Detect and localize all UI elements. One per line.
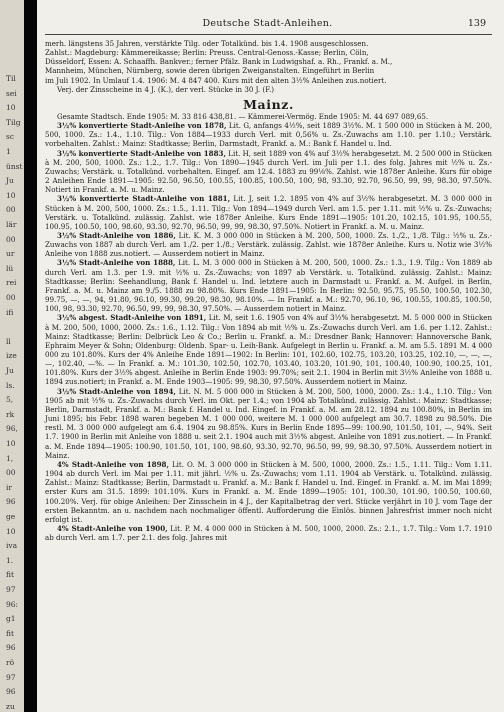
- book-page: [37, 0, 504, 712]
- gutter-fragment: lär: [6, 220, 17, 229]
- loan-paragraph: [45, 313, 492, 386]
- loan-details: Lit. N. M. 5 000 000 in Stücken à M. 200, 500, 1000, 2000. Zs.: 1.4., 1.10. Tilg.: Von 1905 ab mit ½% u. Zs.-Zuwachs durch Verl. im Okt. per 1.4.; von 1904 ab Totalkünd. zulässig. Zahlst.: Mainz: Stadtkasse; Berlin, Darmstadt, Frankf. a. M.: Bank f. Handel u. Ind. Eingef. in Frankf. a. M. am 28.12. 1894 zu 100.80%, in Berlin im Juni 1895; bis Febr. 1898 waren begeben M. 1 000 000, weitere M. 1 000 000 aufgelegt am 30.7. 1898 zu 98.50%. Die restl. M. 3 000 000 aufgelegt am 6.4. 1904 zu 98.85%. Kurs in Berlin Ende 1895—99: 100.90, 101.50, 101, —, 94%. Seit 1.7. 1900 in Berlin mit Anleihe von 1888 u. seit 2.1. 1904 auch mit 3½% abgest. Anleihe von 1891 zus.notiert. — In Frankf. a. M. Ende 1894—1905: 100.90, 101.50, 101, 100, 98.60, 93.30, 92.70, 96.50, 99, 99, 98.30, 97.50%. Ausserdem notiert in Mainz.: [45, 386, 492, 460]
- gutter-fragment: Ju: [6, 366, 14, 375]
- intro-line: im Juli 1902. In Umlauf 1.4. 1906: M. 4 847 400. Kurs mit den alten 3½% Anleihen zus.notiert.: [45, 75, 387, 85]
- gutter-fragment: rk: [6, 409, 15, 419]
- gutter-fragment: 1: [6, 147, 11, 156]
- loan-paragraph: [45, 121, 492, 148]
- gutter-fragment: iva: [6, 541, 18, 551]
- loan-name: 3½% konvertierte Stadt-Anleihe von 1878,: [57, 121, 227, 131]
- loan-name: 3½% konvertierte Stadt-Anleihe von 1881,: [57, 194, 231, 204]
- loan-name: 3½% Stadt-Anleihe von 1894,: [57, 386, 176, 396]
- intro-line: Mannheim, München, Nürnberg, sowie deren übrigen Zweiganstalten. Eingeführt in Berlin: [45, 66, 375, 76]
- loan-paragraphs: [45, 121, 492, 542]
- gutter-fragment: 10: [6, 190, 16, 200]
- loan-paragraph: [45, 231, 492, 258]
- gutter-fragment: 96:: [6, 599, 19, 609]
- gutter-fragment: ifi: [6, 307, 14, 317]
- debt-line: Gesamte Stadtsch. Ende 1905: M. 33 816 438,81. — Kämmerei-Vermög. Ende 1905: M. 44 697 089,65.: [57, 111, 429, 121]
- gutter-fragment: 10: [6, 526, 16, 536]
- loan-name: 4% Stadt-Anleihe von 1900,: [57, 523, 168, 533]
- loan-details: Lit. G, anfangs 4½%, seit 1889 3½%. M. 1 500 000 in Stücken à M. 200, 500, 1000. Zs.: 1.4., 1.10. Tilg.: Von 1884—1933 durch Verl. mit 0,56% u. Zs.-Zuwachs am 1.10. per 1.10.; Verstärk. vorbehalten. Zahlst.: Mainz: Stadtkasse; Berlin, Darmstadt, Frankf. a. M.: Bank f. Handel u. Ind.: [45, 121, 492, 149]
- intro-line: Düsseldorf, Essen: A. Schaaffh. Bankver.; ferner Pfälz. Bank in Ludwigshaf. a. Rh., Frankf. a. M.,: [45, 57, 393, 67]
- loan-details: Lit. K. M. 3 000 000 in Stücken à M. 200, 500, 1000. Zs. 1./2., 1./8. Tilg.: ½% u. Zs.-Zuwachs von 1887 ab durch Verl. am 1./2. per 1./8.; Verstärk. zulässig. Zahlst. wie 1878er Anleihe. Kurs u. Notiz wie 3½% Anleihe von 1888 zus.notiert. — Ausserdem notiert in Mainz.: [45, 230, 492, 259]
- gutter-fragment: 1,: [6, 453, 14, 463]
- gutter-fragment: rö: [6, 658, 15, 667]
- gutter-fragment: ll: [6, 336, 11, 346]
- gutter-fragment: 96: [6, 497, 16, 507]
- gutter-fragment: 10: [6, 439, 16, 448]
- page-body: [45, 39, 492, 542]
- loan-details: Lit. J, seit 1.2. 1895 von 4% auf 3½% herabgesetzt. M. 3 000 000 in Stücken à M. 200, 500, 1000. Zs.: 1.5., 1.11. Tilg.: Von 1894—1949 durch Verl. am 1.5. per 1.11. mit ½% u. Zs.-Zuwachs; Verstärk. u. Totalkünd. zulässig. Zahlst. wie 1878er Anleihe. Kurs Ende 1891—1905: 101.20, 102.15, 101.95, 100.55, 100.95, 100.50, 100, 98.60, 93.30, 92.70, 96.50, 99, 99, 98.30, 97.50%. Notiert in Frankf. a. M. u. Mainz.: [45, 194, 492, 231]
- loan-details: Lit. H, seit 1889 von 4% auf 3½% herabgesetzt. M. 2 500 000 in Stücken à M. 200, 500, 1000. Zs.: 1.2., 1.7. Tilg.: Von 1890—1945 durch Verl. im Juli per 1.1. des folg. Jahres mit ½% u. Zs.-Zuwachs; Verstärk. u. Totalkünd. vorbehalten. Eingef. am 12.4. 1883 zu 99⅛%. Zahlst. wie 1878er Anleihe. Kurs für obige 2 Anleihen Ende 1891—1905: 92.50, 96.50, 100.55, 100.85, 100.50, 100, 98, 93.30, 92.70, 96.50, 99, 99, 98.30, 97.50%. Notiert in Frankf. a. M. u. Mainz.: [45, 148, 492, 195]
- intro-line: merh. längstens 35 Jahren, verstärkte Tilg. oder Totalkünd. bis 1.4. 1908 ausgeschlossen.: [45, 39, 369, 48]
- loan-paragraph: [45, 524, 492, 542]
- gutter-fragment: sei: [6, 88, 17, 98]
- gutter-fragment: 00: [6, 234, 16, 244]
- gutter-fragment: lü: [6, 263, 14, 273]
- loan-details: Lit. M, seit 1.6. 1905 von 4% auf 3½% herabgesetzt. M. 5 000 000 in Stücken à M. 200, 500, 1000, 2000. Zs.: 1.6., 1.12. Tilg.: Von 1894 ab mit ½% u. Zs.-Zuwachs durch Verl. am 1.6. per 1.12. Zahlst.: Mainz: Stadtkasse; Berlin: Delbrück Leo & Co.; Berlin u. Frankf. a. M.: Dresdner Bank; Hannover: Hannoversche Bank, Ephraim Meyer & Sohn; Oldenburg: Oldenb. Spar- u. Leih-Bank. Aufgelegt in Berlin u. Frankf. a. M. am 5.5. 1891 M. 4 000 000 zu 101.80%. Kurs der 4% Anleihe Ende 1891—1902: In Berlin: 101, 102.60, 102.75, 103.20, 103.25, 102.10, —, —, —, —, 102.40, —%. — In Frankf. a. M.: 101.30, 102.50, 102.70, 103.40, 103.20, 101.90, 101, 100.40, 100.90, 100.25, 101, 101.80%. Kurs der 3½% abgest. Anleihe in Berlin Ende 1903: 99.70%; seit 2.1. 1904 in Berlin mit 3½% Anleihe von 1888 u. 1894 zus.notiert; in Frankf. a. M. Ende 1903—1905: 99, 98.30, 97.50%. Ausserdem notiert in Mainz.: [45, 313, 493, 387]
- page-number: 139: [467, 18, 486, 29]
- gutter-fragment: ize: [6, 351, 17, 361]
- gutter-fragment: ur: [6, 249, 15, 259]
- gutter-fragment: Tilg: [6, 117, 21, 127]
- gutter-fragment: 10: [6, 103, 16, 113]
- book-spine: [24, 0, 37, 712]
- loan-name: 3½% Stadt-Anleihe von 1886,: [57, 230, 176, 240]
- gutter-fragment: 00: [6, 205, 16, 215]
- loan-paragraph: [45, 194, 492, 231]
- loan-details: Lit. L. M. 3 000 000 in Stücken à M. 200, 500, 1000. Zs.: 1.3., 1.9. Tilg.: Von 1889 ab durch Verl. am 1.3. per 1.9. mit ½% u. Zs.-Zuwachs; von 1897 ab Verstärk. u. Totalkünd. zulässig. Zahlst.: Mainz: Stadtkasse; Berlin: Seehandlung, Bank f. Handel u. Ind. letztere auch in Darmstadt u. Frankf. a. M. Aufgel. in Berlin, Frankf. a. M. u. Mainz am 9./5. 1888 zu 98.80%. Kurs Ende 1891—1905: In Berlin: 92.50, 95.75, 95.50, 100.50, 102.30, 99.75, —, —, 94, 91.80, 96.10, 99.30, 99.20, 98.30, 98.10%. — In Frankf. a. M.: 92.70, 96.10, 96, 100.55, 100.85, 100.50, 100, 98, 93.30, 92.70, 96.50, 99, 99, 98.30, 97.50%. — Ausserdem notiert in Mainz.: [45, 258, 493, 314]
- gutter-fragment: 96: [6, 687, 16, 697]
- gutter-fragment: g1: [6, 614, 16, 624]
- loan-paragraph: [45, 258, 492, 313]
- gutter-fragment: zu: [6, 701, 15, 711]
- gutter-fragment: 97: [6, 672, 16, 682]
- loan-paragraph: [45, 149, 492, 195]
- gutter-fragment: fit: [6, 570, 15, 580]
- gutter-fragment: 00: [6, 293, 16, 302]
- gutter-fragment: sc: [6, 132, 15, 142]
- gutter-fragment: fit: [6, 628, 15, 638]
- section-title: Mainz.: [243, 96, 294, 112]
- running-header: [49, 18, 486, 32]
- gutter-fragment: ir: [6, 482, 12, 492]
- gutter-fragment: 96,: [6, 424, 18, 434]
- loan-details: Lit. O. M. 3 000 000 in Stücken à M. 500, 1000, 2000. Zs.: 1.5., 1.11. Tilg.: Vom 1.11. 1904 ab durch Verl. im Mai per 1.11. mit jährl. ½% u. Zs.-Zuwachs; vom 1.11. 1904 ab Verstärk. u. Totalkünd. zulässig. Zahlst.: Mainz: Stadtkasse; Berlin, Darmstadt u. Frankf. a. M.: Bank f. Handel u. Ind. Eingef. in Frankf. a. M. im Mai 1899; erster Kurs am 31.5. 1899: 101.10%. Kurs in Frankf. a. M. Ende 1899—1905: 101, 100.30, 101.90, 100.50, 100.60, 100.20%. Verj. für obige Anleihen: Der Zinsschein in 4 J., der Kapitalbetrag der verl. Stücke verjährt in 10 J. vom Tage der ersten Bekanntm. an u. nachdem nach nochmaliger öffentl. Aufforderung die Einlös. binnen Jahresfrist immer noch nicht erfolgt ist.: [45, 459, 492, 524]
- gutter-fragment: 00: [6, 468, 16, 478]
- intro-line: Verj. der Zinsscheine in 4 J. (K.), der verl. Stücke in 30 J. (F.): [57, 84, 275, 94]
- gutter-fragment: 96: [6, 643, 16, 653]
- loan-name: 3½% Stadt-Anleihe von 1888,: [57, 258, 176, 268]
- gutter-fragment: 1.: [6, 555, 14, 565]
- header-rule: [45, 34, 492, 35]
- gutter-fragment: ge: [6, 512, 16, 521]
- header-title: Deutsche Stadt-Anleihen.: [202, 18, 333, 29]
- loan-name: 4% Stadt-Anleihe von 1898,: [57, 459, 169, 469]
- gutter-fragment: 5,: [6, 395, 14, 405]
- gutter-fragment: rei: [6, 278, 17, 288]
- loan-name: 3½% abgest. Stadt-Anleihe von 1891,: [57, 313, 207, 323]
- gutter-fragment: ünst: [6, 161, 23, 171]
- loan-details: Lit. P. M. 4 000 000 in Stücken à M. 500, 1000, 2000. Zs.: 2.1., 1.7. Tilg.: Vom 1.7. 1910 ab durch Verl. am 1.7. per 2.1. des folg. Jahres mit: [45, 523, 492, 543]
- intro-line: Zahlst.: Magdeburg: Kämmereikasse; Berlin: Preuss. Central-Genoss.-Kasse; Berlin, Cöln,: [45, 48, 369, 58]
- gutter-fragment: Ju: [6, 176, 14, 186]
- previous-page-gutter: [0, 0, 24, 712]
- gutter-fragment: Til: [6, 74, 16, 83]
- gutter-fragment: 97: [6, 585, 16, 594]
- loan-paragraph: [45, 387, 492, 460]
- loan-paragraph: [45, 460, 492, 524]
- gutter-fragment: ls.: [6, 380, 15, 390]
- loan-name: 3½% konvertierte Stadt-Anleihe von 1883,: [57, 148, 226, 158]
